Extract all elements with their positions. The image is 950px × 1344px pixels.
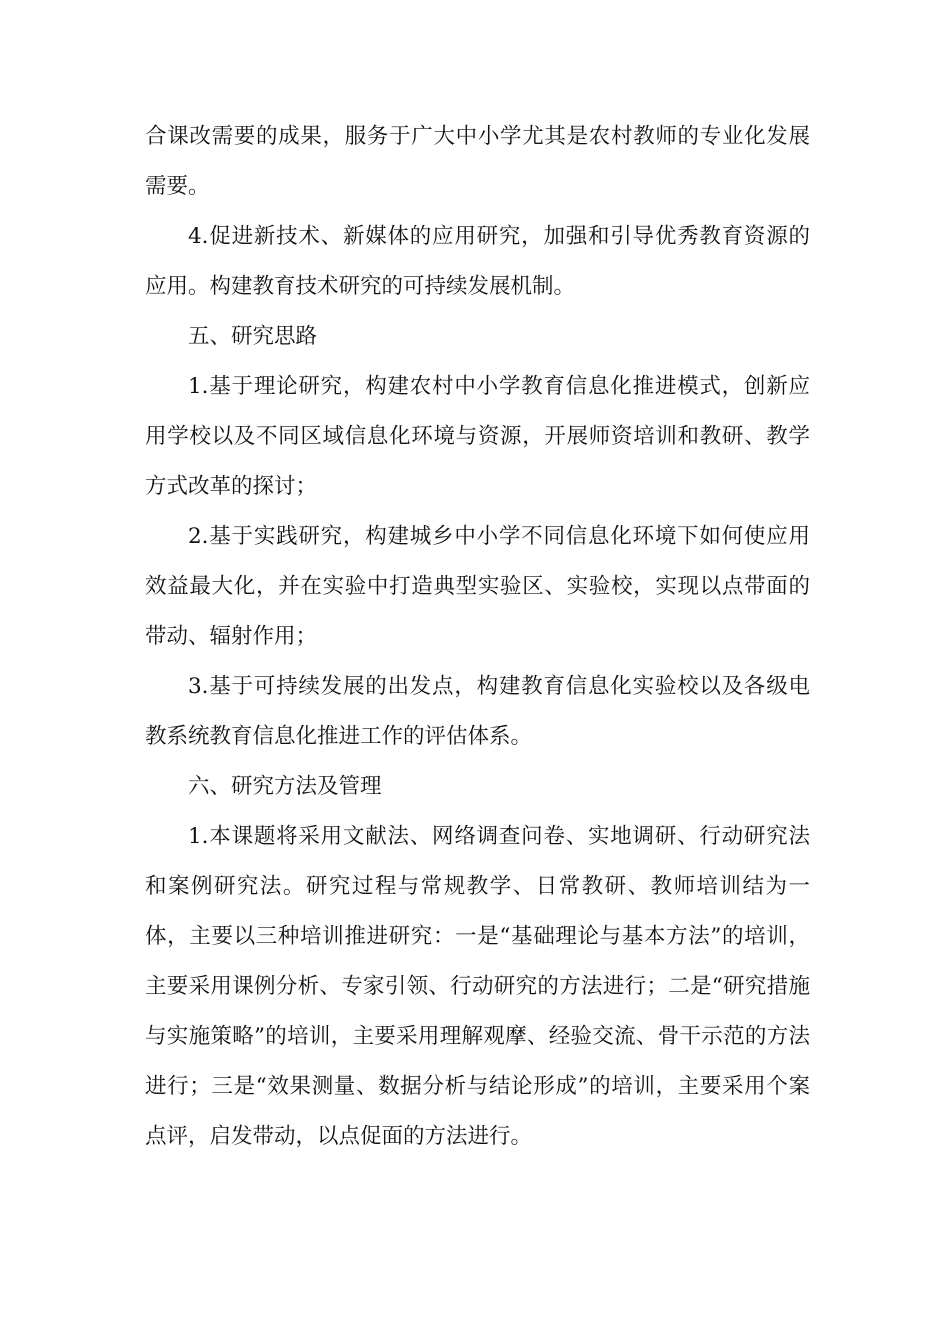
paragraph-continuation: 合课改需要的成果，服务于广大中小学尤其是农村教师的专业化发展需要。 — [145, 124, 810, 199]
paragraph-item-4: 4.促进新技术、新媒体的应用研究，加强和引导优秀教育资源的应用。构建教育技术研究的可持续发展机制。 — [145, 224, 810, 299]
paragraph-approach-1: 1.基于理论研究，构建农村中小学教育信息化推进模式，创新应用学校以及不同区域信息化环境与资源，开展师资培训和教研、教学方式改革的探讨； — [145, 374, 810, 499]
paragraph-approach-2: 2.基于实践研究，构建城乡中小学不同信息化环境下如何使应用效益最大化，并在实验中打造典型实验区、实验校，实现以点带面的带动、辐射作用； — [145, 524, 810, 649]
paragraph-approach-3: 3.基于可持续发展的出发点，构建教育信息化实验校以及各级电教系统教育信息化推进工作的评估体系。 — [145, 674, 810, 749]
section-heading-research-methods: 六、研究方法及管理 — [188, 774, 382, 799]
paragraph-methods-1: 1.本课题将采用文献法、网络调查问卷、实地调研、行动研究法和案例研究法。研究过程与常规教学、日常教研、教师培训结为一体，主要以三种培训推进研究：一是“基础理论与基本方法”的培训，主要采用课例分析、专家引领、行动研究的方法进行；二是“研究措施与实施策略”的培训，主要采用理解观摩、经验交流、骨干示范的方法进行；三是“效果测量、数据分析与结论形成”的培训，主要采用个案点评，启发带动，以点促面的方法进行。 — [145, 824, 810, 1149]
section-heading-research-approach: 五、研究思路 — [188, 324, 318, 349]
document-body — [145, 112, 810, 1162]
